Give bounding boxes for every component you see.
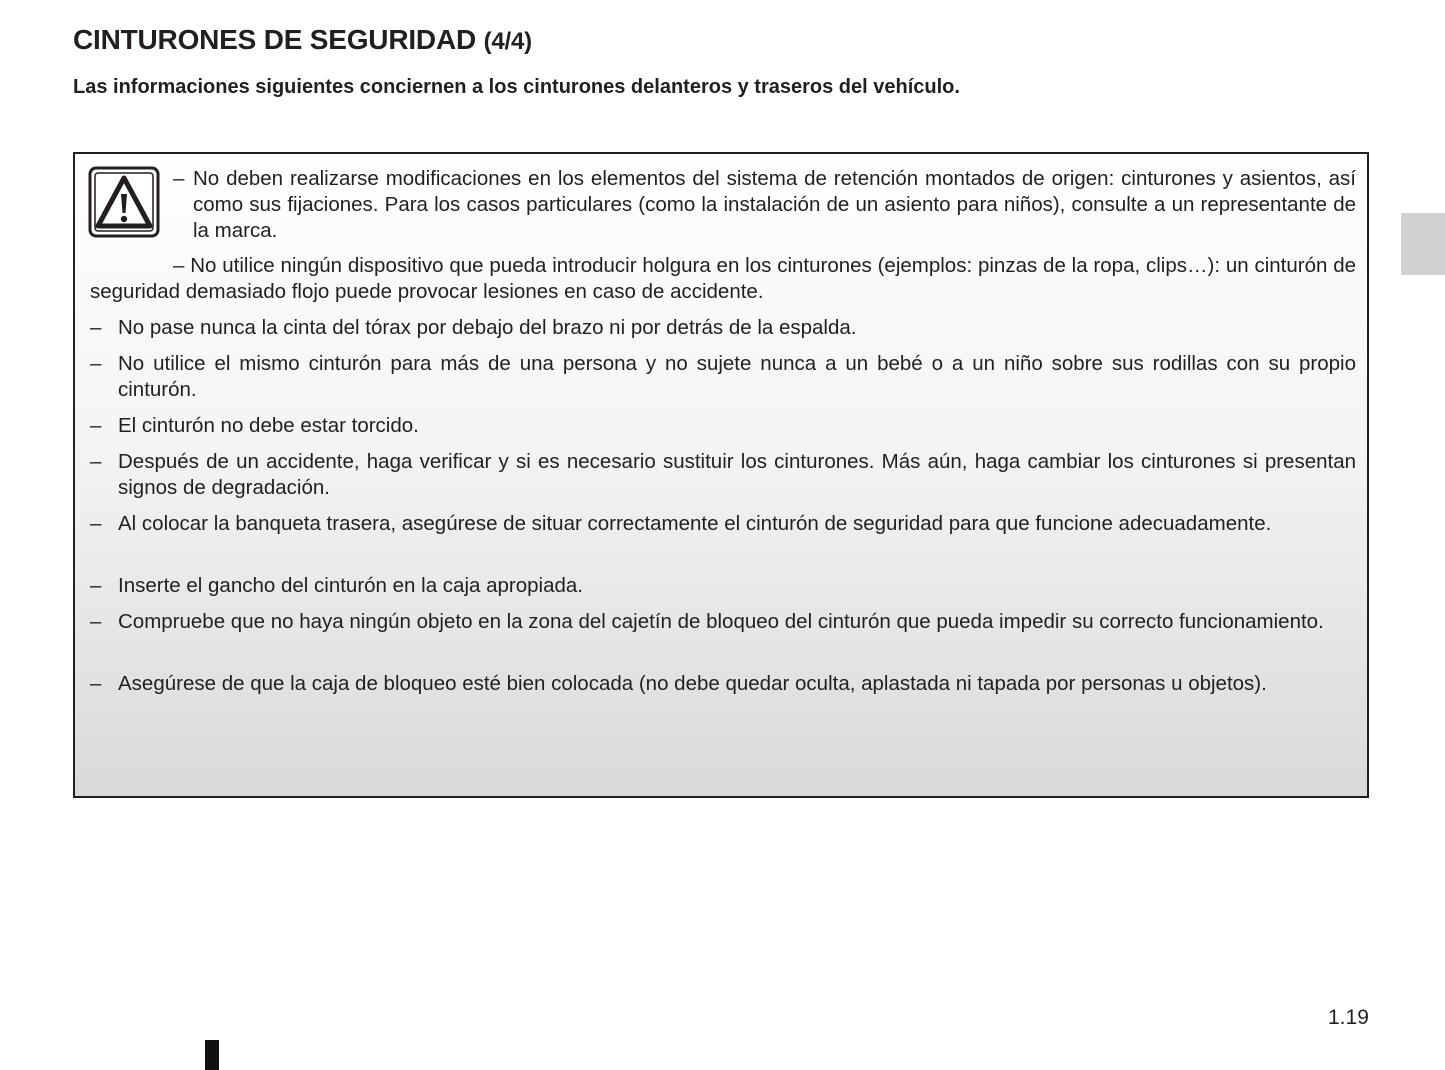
page-number: 1.19 (1328, 1006, 1369, 1029)
warning-item (90, 413, 1356, 439)
section-tab (1401, 213, 1445, 275)
item-text: No pase nunca la cinta del tórax por debajo del brazo ni por detrás de la espalda. (118, 316, 857, 339)
warning-item (90, 253, 1356, 305)
warning-item (90, 511, 1356, 537)
title-text: CINTURONES DE SEGURIDAD (73, 24, 476, 55)
warning-box (73, 152, 1369, 798)
title-part: (4/4) (483, 28, 532, 55)
item-dash: – (90, 450, 102, 473)
item-text: – No utilice ningún dispositivo que pueda introducir holgura en los cinturones (ejemplos: pinzas de la ropa, clips…): un cinturón de seguridad demasiado flojo puede provocar lesiones en caso de accidente. (90, 254, 1356, 303)
page-subtitle: Las informaciones siguientes conciernen a los cinturones delanteros y traseros del vehículo. (73, 76, 960, 98)
warning-item (90, 609, 1356, 635)
item-dash: – (90, 512, 102, 535)
item-text: No deben realizarse modificaciones en los elementos del sistema de retención montados de origen: cinturones y asientos, así como sus fijaciones. Para los casos particulares (como la instalación de un asiento para niños), consulte a un representante de la marca. (193, 167, 1356, 242)
warning-item (90, 351, 1356, 403)
warning-triangle-icon (88, 166, 160, 238)
warning-item (90, 449, 1356, 501)
item-text: Asegúrese de que la caja de bloqueo esté bien colocada (no debe quedar oculta, aplastada ni tapada por personas u objetos). (118, 672, 1267, 695)
page-title (73, 24, 532, 56)
item-dash: – (90, 414, 102, 437)
item-text: Después de un accidente, haga verificar y si es necesario sustituir los cinturones. Más aún, haga cambiar los cinturones si presentan signos de degradación. (118, 450, 1356, 499)
warning-item (90, 671, 1356, 697)
item-text: El cinturón no debe estar torcido. (118, 414, 419, 437)
item-text: Compruebe que no haya ningún objeto en la zona del cajetín de bloqueo del cinturón que pueda impedir su correcto funcionamiento. (118, 610, 1324, 633)
item-dash: – (90, 574, 102, 597)
warning-item (90, 573, 1356, 599)
item-text: Inserte el gancho del cinturón en la caja apropiada. (118, 574, 583, 597)
item-dash: – (90, 672, 102, 695)
item-dash: – (90, 316, 102, 339)
crop-mark (205, 1040, 219, 1070)
item-text: Al colocar la banqueta trasera, asegúrese de situar correctamente el cinturón de seguridad para que funcione adecuadamente. (118, 512, 1272, 535)
item-text: No utilice el mismo cinturón para más de una persona y no sujete nunca a un bebé o a un niño sobre sus rodillas con su propio cinturón. (118, 352, 1356, 401)
warning-item (173, 166, 1356, 244)
item-dash: – (90, 352, 102, 375)
warning-item (90, 315, 1356, 341)
item-dash: – (90, 610, 102, 633)
item-dash: – (173, 167, 185, 190)
